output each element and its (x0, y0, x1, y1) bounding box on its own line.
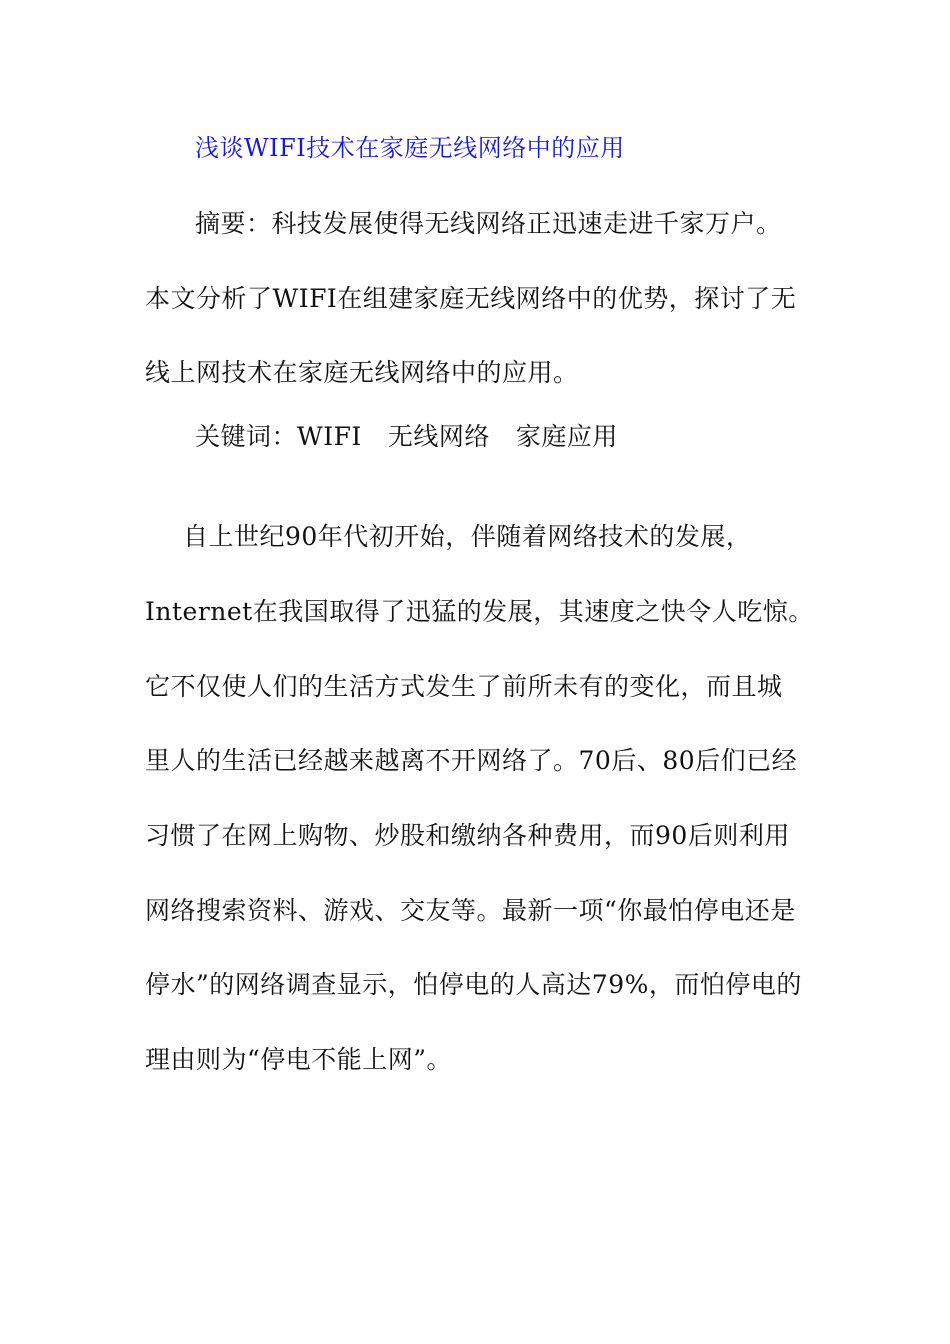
abstract-line-1: 摘要：科技发展使得无线网络正迅速走进千家万户。 (195, 209, 782, 238)
keyword-item: 无线网络 (387, 422, 490, 451)
body-line-2: Internet在我国取得了迅猛的发展，其速度之快令人吃惊。 (145, 597, 814, 626)
abstract-line-3: 线上网技术在家庭无线网络中的应用。 (145, 358, 579, 387)
document-title: 浅谈WIFI技术在家庭无线网络中的应用 (195, 134, 625, 162)
body-line-6: 网络搜索资料、游戏、交友等。最新一项“你最怕停电还是 (145, 896, 796, 925)
body-line-4: 里人的生活已经越来越离不开网络了。70后、80后们已经 (145, 746, 798, 775)
body-line-3: 它不仅使人们的生活方式发生了前所未有的变化，而且城 (145, 672, 783, 701)
keywords-label: 关键词： (195, 422, 298, 451)
body-line-5: 习惯了在网上购物、炒股和缴纳各种费用，而90后则利用 (145, 821, 790, 850)
keyword-item: 家庭应用 (515, 422, 618, 451)
body-line-1: 自上世纪90年代初开始，伴随着网络技术的发展， (183, 522, 752, 551)
keyword-item: WIFI (297, 422, 362, 451)
abstract-line-2: 本文分析了WIFI在组建家庭无线网络中的优势，探讨了无 (145, 284, 797, 313)
keywords-line (195, 422, 618, 452)
body-line-8: 理由则为“停电不能上网”。 (145, 1045, 453, 1074)
body-line-7: 停水”的网络调查显示，怕停电的人高达79%，而怕停电的 (145, 970, 802, 999)
